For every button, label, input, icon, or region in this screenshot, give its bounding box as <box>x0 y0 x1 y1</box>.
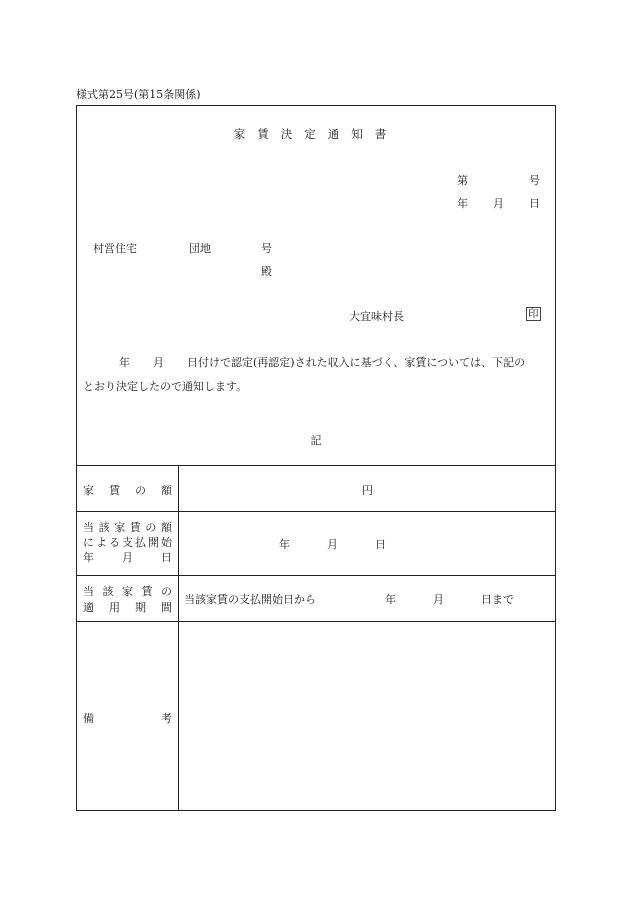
document-title: 家賃決定通知書 <box>233 127 399 141</box>
doc-number-suffix: 号 <box>529 174 540 187</box>
form-number: 様式第25号(第15条関係) <box>76 88 201 101</box>
issue-date-year: 年 <box>457 197 468 210</box>
addressee-honorific: 殿 <box>261 265 272 278</box>
period-until: 日まで <box>481 593 514 606</box>
start-date-label-line-2: に よ る 支 払 開 始 <box>83 536 172 549</box>
remarks-field <box>180 623 552 809</box>
seal-mark: 印 <box>528 308 539 320</box>
period-year: 年 <box>385 593 396 606</box>
rent-amount-label: 家 賃 の 額 <box>83 484 172 497</box>
start-date-day: 日 <box>375 538 386 551</box>
body-year: 年 <box>119 356 130 369</box>
table-rule-2 <box>77 575 555 576</box>
table-top-rule <box>77 465 555 466</box>
table-column-divider <box>178 465 179 811</box>
period-label-line-1: 当 該 家 賃 の <box>83 585 172 598</box>
start-date-label-line-3: 年 月 日 <box>83 551 172 564</box>
period-from-text: 当該家賃の支払開始日から <box>184 593 316 606</box>
issuer-name: 大宜味村長 <box>349 310 404 323</box>
ki-heading: 記 <box>310 434 322 447</box>
addressee-complex: 団地 <box>189 242 211 255</box>
period-label-line-2: 適 用 期 間 <box>83 601 172 614</box>
rent-amount-unit: 円 <box>362 484 373 497</box>
issue-date-day: 日 <box>529 197 540 210</box>
body-month: 月 <box>153 356 164 369</box>
doc-number-prefix: 第 <box>457 174 468 187</box>
period-month: 月 <box>433 593 444 606</box>
body-line-2: とおり決定したので通知します。 <box>83 380 248 393</box>
body-line-1: 日付けで認定(再認定)された収入に基づく、家賃については、下記の <box>187 356 526 369</box>
remarks-label: 備 考 <box>83 712 172 725</box>
notice-form <box>76 105 556 811</box>
start-date-month: 月 <box>327 538 338 551</box>
addressee-number: 号 <box>261 242 272 255</box>
start-date-year: 年 <box>279 538 290 551</box>
table-rule-3 <box>77 621 555 622</box>
addressee-housing: 村営住宅 <box>93 242 137 255</box>
issue-date-month: 月 <box>493 197 504 210</box>
table-rule-1 <box>77 511 555 512</box>
start-date-label-line-1: 当 該 家 賃 の 額 <box>83 521 172 534</box>
